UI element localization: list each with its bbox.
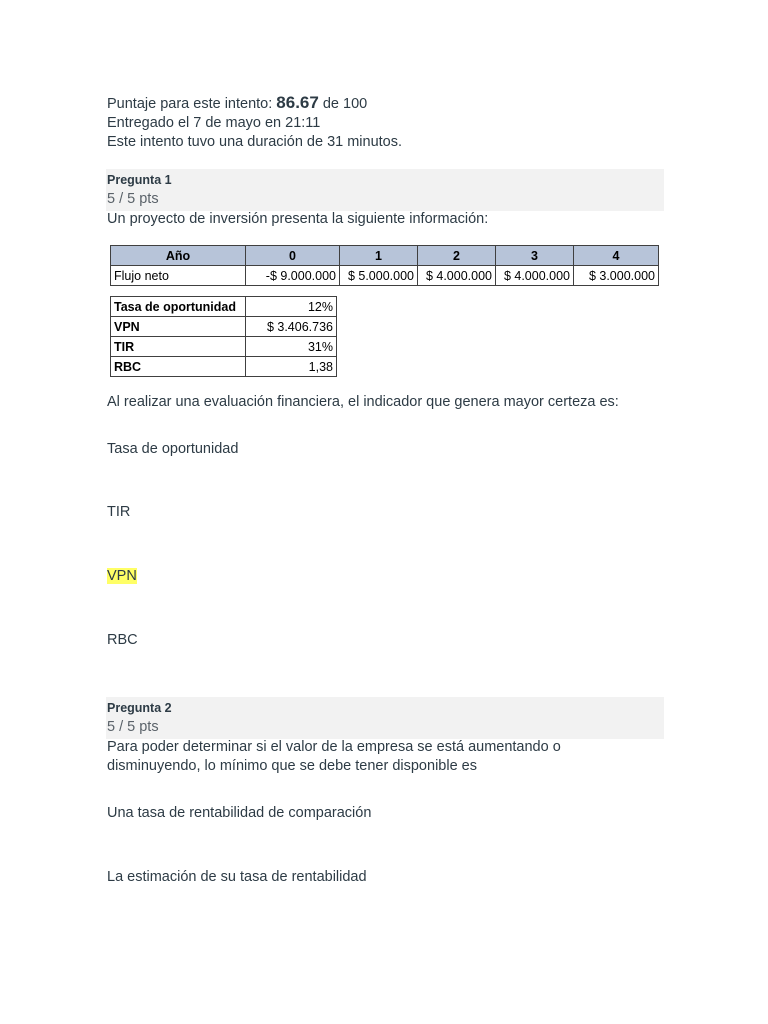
row-label: Flujo neto	[111, 266, 246, 286]
indicator-value: 12%	[246, 297, 337, 317]
score-prefix: Puntaje para este intento:	[107, 96, 277, 112]
question-2-header	[106, 697, 664, 739]
indicator-label: RBC	[111, 357, 246, 377]
question-2-points: 5 / 5 pts	[107, 719, 159, 735]
flow-value: $ 3.000.000	[574, 266, 659, 286]
question-1-points: 5 / 5 pts	[107, 191, 159, 207]
indicator-label: Tasa de oportunidad	[111, 297, 246, 317]
indicator-label: VPN	[111, 317, 246, 337]
score-line	[107, 93, 367, 114]
question-1-prompt: Al realizar una evaluación financiera, el indicador que genera mayor certeza es:	[107, 394, 619, 410]
indicator-value: $ 3.406.736	[246, 317, 337, 337]
header-cell: 1	[340, 246, 418, 266]
header-cell: 2	[418, 246, 496, 266]
cash-flow-header-row	[111, 246, 659, 266]
answer-option[interactable]: RBC	[107, 632, 138, 648]
indicator-row	[111, 357, 337, 377]
answer-option[interactable]: Una tasa de rentabilidad de comparación	[107, 805, 372, 821]
header-cell: 4	[574, 246, 659, 266]
question-2-prompt-line-2: disminuyendo, lo mínimo que se debe tener disponible es	[107, 758, 477, 774]
score-value: 86.67	[276, 93, 319, 112]
selected-answer-highlight: VPN	[107, 568, 137, 584]
cash-flow-table	[110, 245, 659, 286]
answer-option[interactable]: Tasa de oportunidad	[107, 441, 239, 457]
header-cell: 0	[246, 246, 340, 266]
indicator-row	[111, 317, 337, 337]
cash-flow-row	[111, 266, 659, 286]
answer-option[interactable]: TIR	[107, 504, 131, 520]
question-2-prompt-line-1: Para poder determinar si el valor de la empresa se está aumentando o	[107, 739, 561, 755]
duration-text: Este intento tuvo una duración de 31 minutos.	[107, 134, 403, 150]
flow-value: $ 4.000.000	[496, 266, 574, 286]
flow-value: $ 5.000.000	[340, 266, 418, 286]
indicator-label: TIR	[111, 337, 246, 357]
submitted-text: Entregado el 7 de mayo en 21:11	[107, 115, 321, 131]
indicators-table	[110, 296, 337, 377]
question-1-header	[106, 169, 664, 211]
question-1-intro: Un proyecto de inversión presenta la siguiente información:	[107, 211, 489, 227]
header-cell: 3	[496, 246, 574, 266]
answer-option[interactable]: La estimación de su tasa de rentabilidad	[107, 869, 367, 885]
indicator-row	[111, 337, 337, 357]
question-2-title: Pregunta 2	[107, 701, 172, 715]
answer-option-selected[interactable]	[107, 567, 137, 586]
header-cell: Año	[111, 246, 246, 266]
indicator-row	[111, 297, 337, 317]
flow-value: $ 4.000.000	[418, 266, 496, 286]
flow-value: -$ 9.000.000	[246, 266, 340, 286]
indicator-value: 31%	[246, 337, 337, 357]
score-suffix: de 100	[318, 96, 368, 112]
indicator-value: 1,38	[246, 357, 337, 377]
question-1-title: Pregunta 1	[107, 173, 172, 187]
